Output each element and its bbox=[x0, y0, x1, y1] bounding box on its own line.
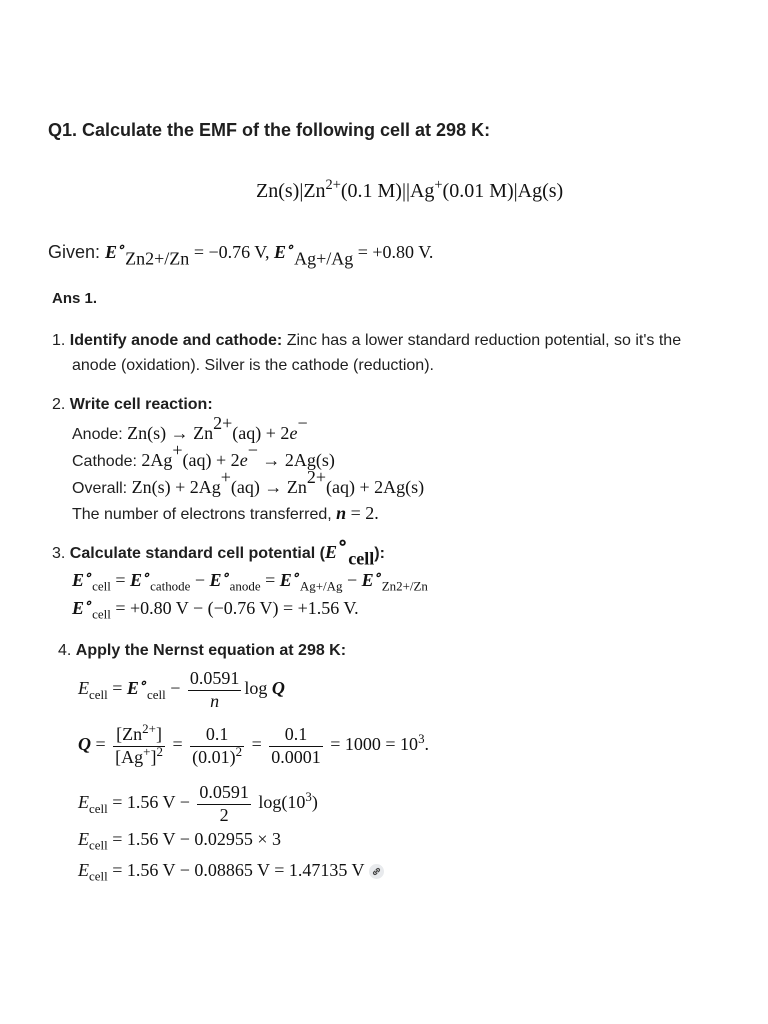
step2-electrons-var: n bbox=[336, 503, 347, 523]
nernst-q: Q bbox=[271, 678, 285, 699]
step3-heading-end: ): bbox=[374, 545, 385, 562]
step2-anode-charge: 2+ bbox=[213, 413, 233, 434]
step4-line3 bbox=[78, 782, 318, 826]
nernst-eq: = bbox=[107, 678, 127, 699]
q-eq3: = bbox=[247, 734, 267, 755]
line3-e: E bbox=[78, 792, 89, 813]
nernst-minus: − bbox=[165, 678, 185, 699]
line3-pow: 3 bbox=[305, 789, 312, 805]
step2-anode-e: e bbox=[289, 423, 298, 443]
cell-anode-charge: 2+ bbox=[325, 177, 341, 194]
step2-overall-p2: (aq) → Zn bbox=[230, 477, 307, 497]
step2-heading: Write cell reaction: bbox=[69, 396, 213, 413]
step2-cathode-e: e bbox=[239, 450, 248, 470]
step2-electrons-line bbox=[72, 503, 379, 524]
q-den-charge: + bbox=[143, 743, 151, 759]
step1-heading: Identify anode and cathode: bbox=[69, 332, 283, 349]
cell-cathode-metal: |Ag(s) bbox=[513, 180, 564, 202]
step2-overall-c1: + bbox=[220, 467, 231, 488]
nernst-e0-sub: cell bbox=[146, 686, 166, 702]
q-f2-num: 0.1 bbox=[190, 724, 244, 747]
given-e-zn-value: = −0.76 V, bbox=[189, 242, 274, 262]
line4-e: E bbox=[78, 829, 89, 849]
step2-cathode-line bbox=[72, 440, 335, 471]
nernst-sub: cell bbox=[89, 686, 108, 702]
q-f2-den: (0.01) bbox=[192, 746, 236, 767]
step3-eq2-sub: cell bbox=[92, 606, 111, 622]
q-f3-num: 0.1 bbox=[269, 724, 323, 747]
step2-anode-label: Anode: bbox=[72, 426, 128, 443]
step2-cathode-e-charge: − bbox=[247, 440, 258, 461]
step3-eq1 bbox=[72, 566, 428, 594]
step3-eq1-ag-sub: Ag+/Ag bbox=[299, 578, 343, 594]
nernst-e0: E∘ bbox=[126, 675, 147, 699]
step2-anode-rhs: (aq) + 2 bbox=[232, 423, 290, 443]
given-e-zn-symbol: E∘ bbox=[105, 238, 126, 262]
line3-log: log(10 bbox=[253, 792, 306, 813]
line5-value: = 1.56 V − 0.08865 V = 1.47135 V bbox=[107, 860, 365, 880]
line5-sub: cell bbox=[89, 868, 108, 884]
step2-electrons-text: The number of electrons transferred, bbox=[72, 506, 337, 523]
nernst-den: n bbox=[210, 690, 220, 711]
line5-e: E bbox=[78, 860, 89, 880]
nernst-equation bbox=[78, 668, 285, 712]
line3-fraction bbox=[197, 782, 251, 826]
q-fraction3 bbox=[269, 724, 323, 768]
step2-overall-p1: Zn(s) + 2Ag bbox=[131, 477, 221, 497]
step2-number: 2. bbox=[52, 396, 66, 413]
step2-cathode-label: Cathode: bbox=[72, 453, 142, 470]
step3-heading: Calculate standard cell potential ( bbox=[69, 545, 325, 562]
line3-sub: cell bbox=[89, 800, 108, 816]
q-eq: = bbox=[91, 734, 111, 755]
step1-number: 1. bbox=[52, 332, 66, 349]
step3-number: 3. bbox=[52, 545, 66, 562]
step3-eq1-e3: E∘ bbox=[209, 566, 230, 590]
q-den-a: [Ag bbox=[115, 746, 144, 767]
given-e-ag-sub: Ag+/Ag bbox=[294, 248, 354, 269]
cell-cathode-conc: (0.01 M) bbox=[442, 180, 514, 202]
cell-cathode-charge: + bbox=[434, 177, 443, 194]
q-den-pow: 2 bbox=[156, 743, 163, 759]
q-fraction2 bbox=[190, 724, 244, 768]
q-result-end: . bbox=[424, 734, 430, 755]
line3-num: 0.0591 bbox=[197, 782, 251, 805]
link-icon[interactable] bbox=[369, 864, 384, 879]
line4-value: = 1.56 V − 0.02955 × 3 bbox=[107, 829, 282, 849]
q-f3-den: 0.0001 bbox=[271, 746, 321, 767]
step3-eq2 bbox=[72, 594, 359, 622]
step4-line5 bbox=[78, 860, 384, 884]
given-e-zn-sub: Zn2+/Zn bbox=[125, 248, 190, 269]
q-f2-den-wrap bbox=[190, 743, 244, 769]
q-f2-pow: 2 bbox=[235, 743, 243, 759]
q-num-charge: 2+ bbox=[142, 720, 156, 736]
step4-line4 bbox=[78, 829, 282, 853]
step3-eq1-e2: E∘ bbox=[129, 566, 151, 590]
step3-eq1-cathode-sub: cathode bbox=[150, 578, 191, 594]
step1-line2: anode (oxidation). Silver is the cathode (reduction). bbox=[72, 357, 434, 374]
nernst-log: log bbox=[244, 678, 272, 699]
link-icon-graphic bbox=[371, 866, 382, 877]
line3-den: 2 bbox=[219, 804, 229, 825]
step3-eq1-e5: E∘ bbox=[361, 566, 382, 590]
given-e-ag-value: = +0.80 V. bbox=[353, 242, 434, 262]
step2-overall-p3: (aq) + 2Ag(s) bbox=[326, 477, 425, 497]
step2-cathode-charge: + bbox=[172, 440, 183, 461]
step3-heading-sub: cell bbox=[348, 548, 375, 569]
step2-cathode-mid: (aq) + 2 bbox=[182, 450, 240, 470]
step3-eq1-anode-sub: anode bbox=[229, 578, 261, 594]
nernst-e: E bbox=[78, 678, 89, 699]
line3-end: ) bbox=[311, 792, 318, 813]
step1-text-line1: Zinc has a lower standard reduction potential, so it's the bbox=[282, 332, 682, 349]
given-e-ag-symbol: E∘ bbox=[273, 238, 295, 262]
step3-header bbox=[52, 532, 385, 569]
q-num-a: [Zn bbox=[116, 724, 143, 744]
q-equation bbox=[78, 720, 430, 768]
given-label: Given: bbox=[48, 242, 106, 262]
step2-anode-e-charge: − bbox=[297, 413, 308, 434]
step3-eq1-minus2: − bbox=[342, 570, 362, 590]
step2-overall-line bbox=[72, 467, 425, 498]
step3-eq1-e1: E∘ bbox=[72, 566, 93, 590]
step3-eq1-mid: = bbox=[110, 570, 130, 590]
answer-label: Ans 1. bbox=[52, 290, 98, 307]
q-den-b: ] bbox=[150, 746, 157, 767]
step3-eq2-e: E∘ bbox=[72, 594, 93, 618]
cell-notation bbox=[256, 177, 564, 203]
step3-eq1-sub: cell bbox=[92, 578, 111, 594]
step3-eq1-zn-sub: Zn2+/Zn bbox=[381, 578, 428, 594]
step4-header bbox=[58, 642, 346, 660]
step3-heading-var: E bbox=[324, 542, 337, 562]
step3-eq1-eq: = bbox=[260, 570, 280, 590]
line3-eq: = 1.56 V − bbox=[107, 792, 195, 813]
step2-anode-line bbox=[72, 413, 308, 444]
step2-cathode-rhs: → 2Ag(s) bbox=[257, 450, 335, 470]
step3-eq1-e4: E∘ bbox=[279, 566, 300, 590]
nernst-num: 0.0591 bbox=[188, 668, 242, 691]
step3-eq1-minus: − bbox=[190, 570, 210, 590]
cell-anode-conc: (0.1 M)||Ag bbox=[340, 180, 435, 202]
step2-overall-c2: 2+ bbox=[306, 467, 327, 488]
line4-sub: cell bbox=[89, 837, 108, 853]
q-var: Q bbox=[78, 734, 91, 755]
q-den bbox=[113, 743, 165, 769]
q-eq2: = bbox=[167, 734, 188, 755]
step3-eq2-value: = +0.80 V − (−0.76 V) = +1.56 V. bbox=[110, 598, 359, 618]
step2-electrons-value: = 2. bbox=[346, 503, 379, 523]
step2-overall-label: Overall: bbox=[72, 480, 132, 497]
step2-header bbox=[52, 396, 213, 414]
step2-anode-lhs: Zn(s) → Zn bbox=[127, 423, 214, 443]
step2-cathode-lhs: 2Ag bbox=[141, 450, 173, 470]
nernst-fraction bbox=[188, 668, 242, 712]
q-fraction1 bbox=[113, 720, 165, 768]
q-result-pow: 3 bbox=[418, 731, 425, 747]
q-num-b: ] bbox=[155, 724, 162, 744]
q-result: = 1000 = 10 bbox=[325, 734, 419, 755]
given-line bbox=[48, 238, 434, 269]
cell-anode-metal: Zn(s)|Zn bbox=[256, 180, 326, 202]
step1-line1 bbox=[52, 332, 681, 350]
step3-heading-degree: ∘ bbox=[336, 532, 349, 553]
question-title: Q1. Calculate the EMF of the following cell at 298 K: bbox=[48, 120, 491, 140]
step4-heading: Apply the Nernst equation at 298 K: bbox=[75, 642, 347, 659]
step4-number: 4. bbox=[58, 642, 72, 659]
